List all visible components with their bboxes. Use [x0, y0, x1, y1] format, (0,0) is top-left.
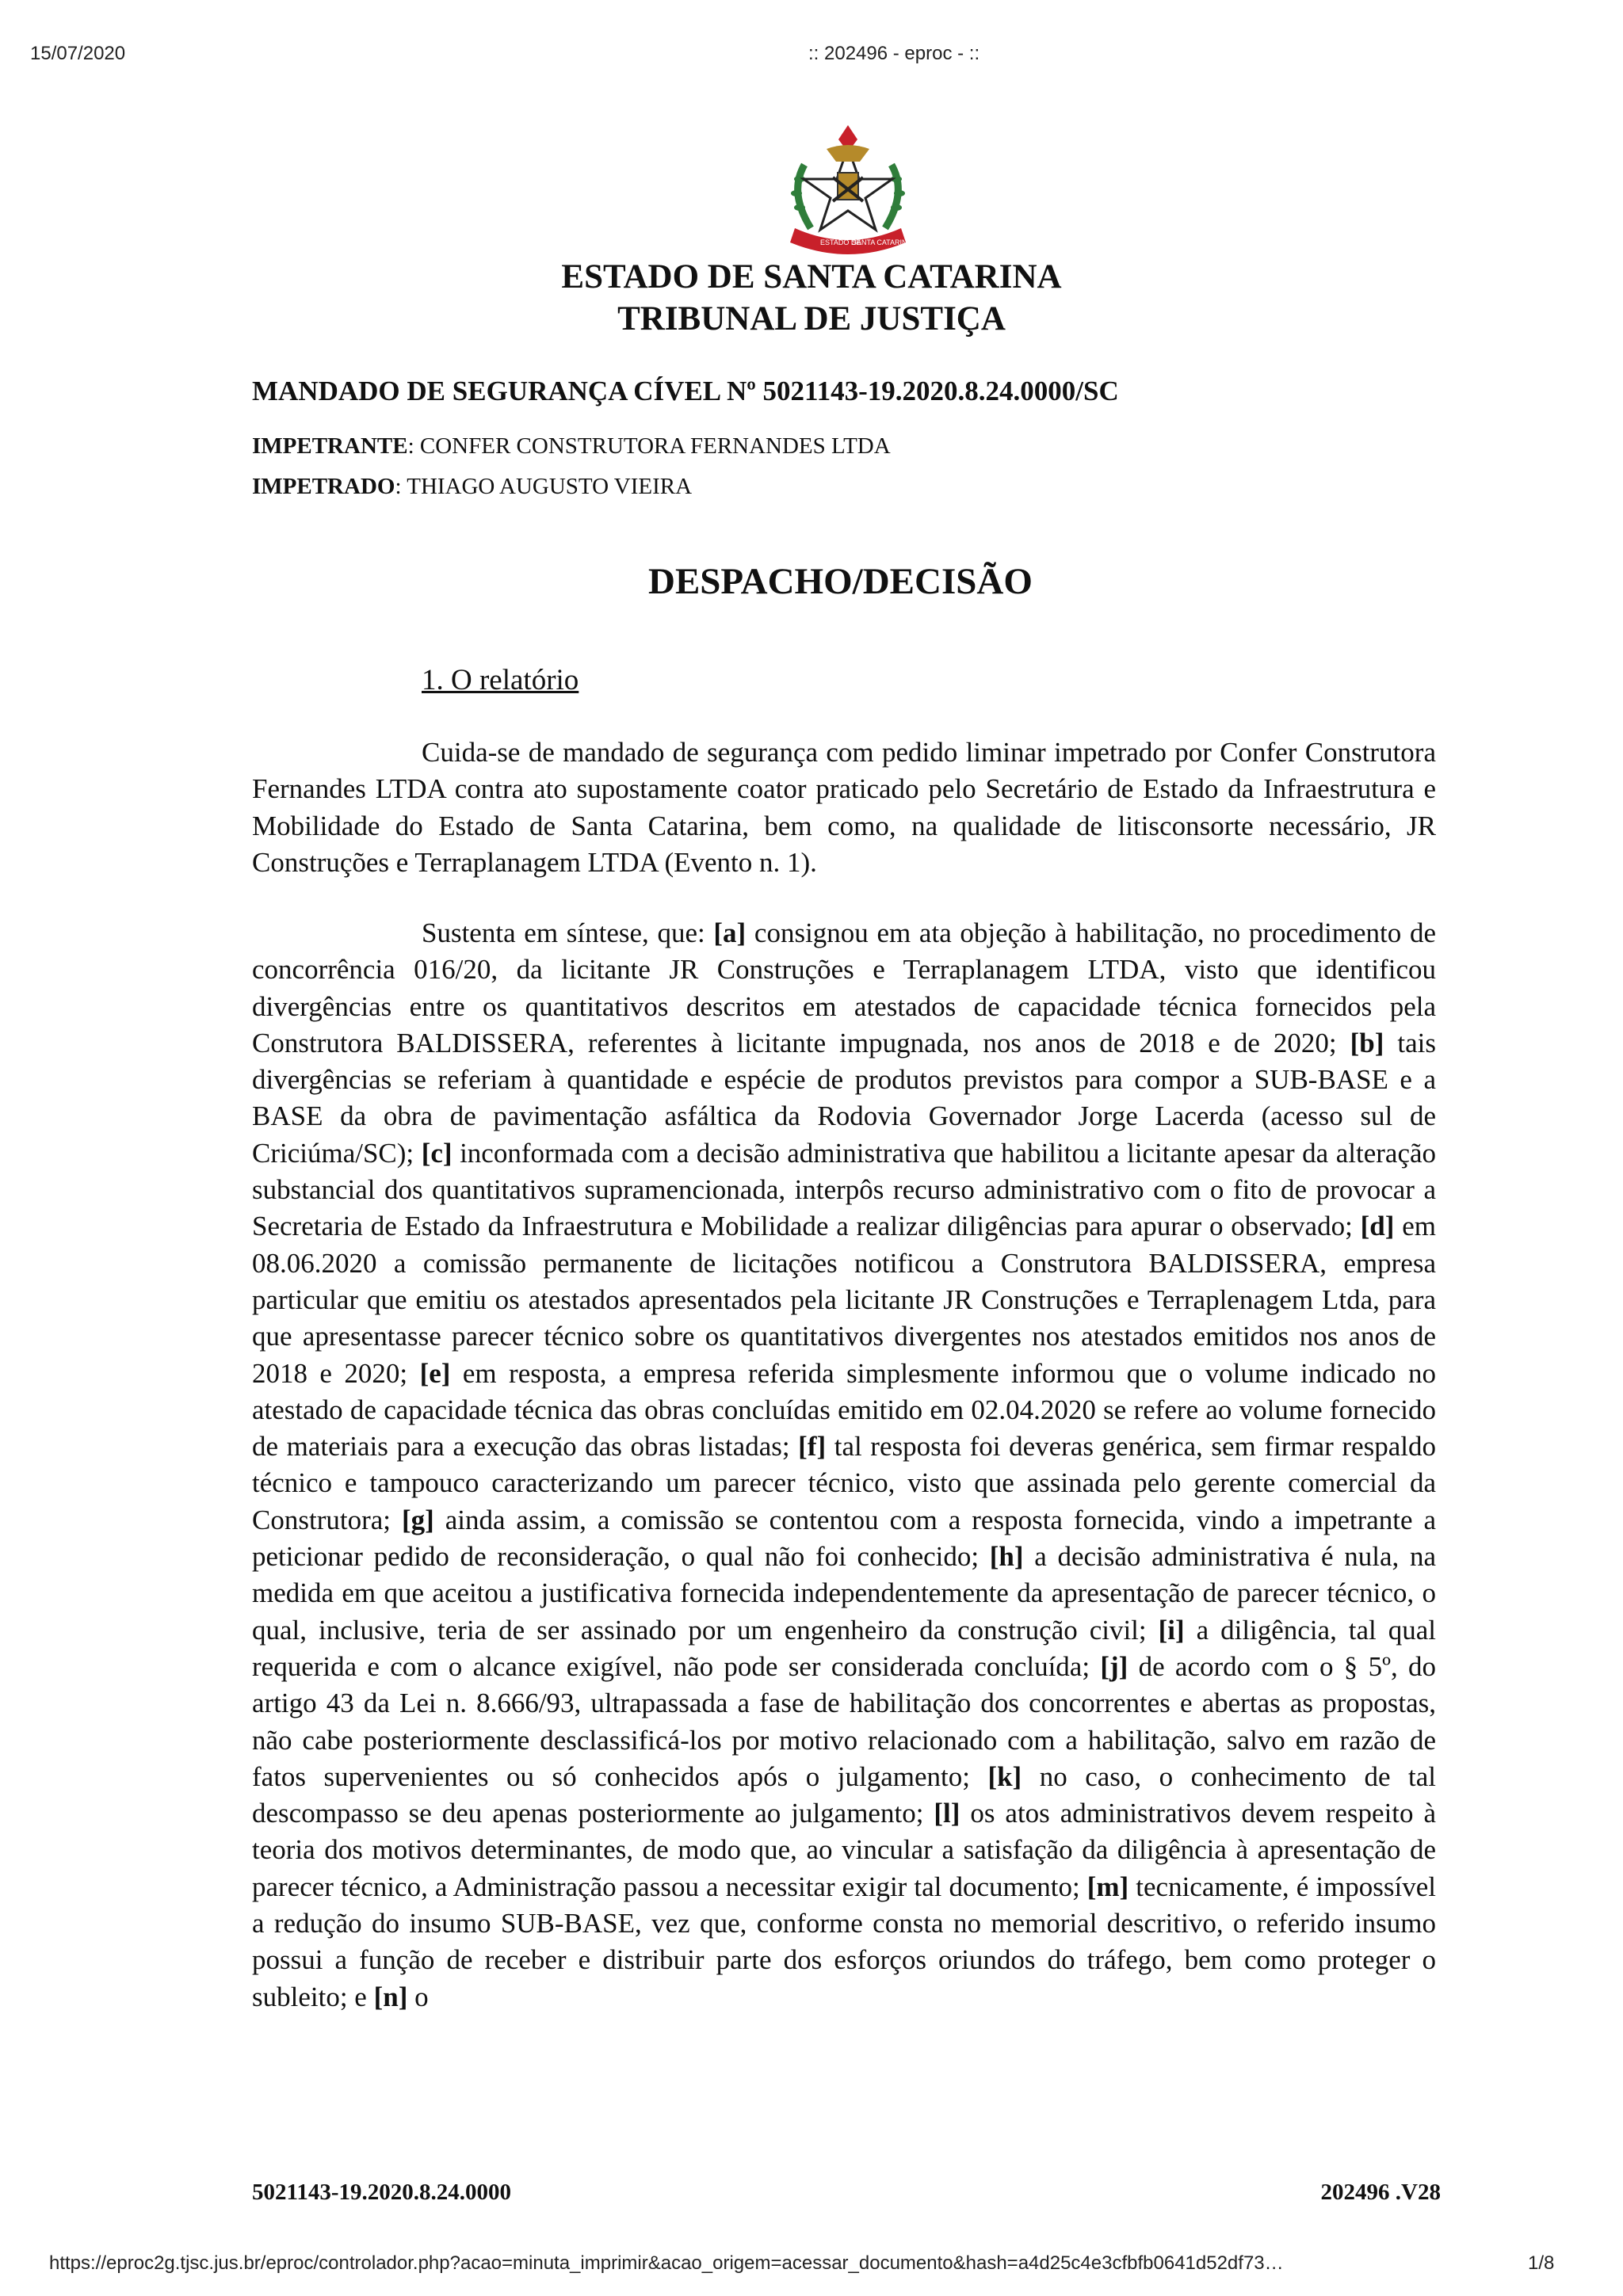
print-page-number: 1/8 — [1528, 2252, 1555, 2274]
print-page-title: :: 202496 - eproc - :: — [808, 43, 980, 64]
paragraph-text: tecnicamente, é impossível a redução do insumo SUB-BASE, vez que, conforme consta no memorial descritivo, o referido insumo possui a função de receber e distribuir parte dos esforços oriundos do tráfego, bem como proteger o subleito; e — [252, 1871, 1436, 2012]
item-marker: [f] — [798, 1431, 827, 1463]
court-title: TRIBUNAL DE JUSTIÇA — [617, 300, 1006, 338]
paragraph-text: tais divergências se referiam à quantidade e espécie de produtos previstos para compor a SUB-BASE e a BASE da obra de pavimentação asfáltica da Rodovia Governador Jorge Lacerda (acesso sul de Criciúma/SC); — [252, 1027, 1437, 1169]
state-title: ESTADO DE SANTA CATARINA — [561, 258, 1062, 296]
item-marker: [d] — [1360, 1211, 1395, 1242]
crest-ribbon-left-text: ESTADO DE — [820, 238, 861, 246]
paragraph-1: Cuida-se de mandado de segurança com pedido liminar impetrado por Confer Construtora Fernandes LTDA contra ato supostamente coator praticado pelo Secretário de Estado da Infraestrutura e Mobilidade do Estado de Santa Catarina, bem como, na qualidade de litisconsorte necessário, JR Construções e Terraplanagem LTDA (Evento n. 1). — [252, 737, 1436, 878]
state-coat-of-arms — [781, 117, 915, 257]
paragraph-text: tal resposta foi deveras genérica, sem firmar respaldo técnico e tampouco caracterizando um parecer técnico, visto que assinada pelo gerente comercial da Construtora; — [252, 1431, 1436, 1535]
paragraph-text: em resposta, a empresa referida simplesmente informou que o volume indicado no atestado de capacidade técnica das obras concluídas emitido em 02.04.2020 se refere ao volume fornecido de materiais para a execução das obras listadas; — [252, 1357, 1436, 1463]
item-marker: [h] — [989, 1541, 1024, 1573]
item-marker: [c] — [421, 1137, 453, 1169]
item-marker: [n] — [373, 1981, 408, 2012]
item-marker: [g] — [401, 1504, 434, 1535]
item-marker: [j] — [1100, 1650, 1128, 1682]
impetrante-label: IMPETRANTE — [252, 433, 408, 459]
footer-doc-code: 202496 .V28 — [1320, 2180, 1441, 2205]
impetrante-line — [252, 433, 891, 460]
item-marker: [k] — [987, 1760, 1022, 1792]
paragraph-text: em 08.06.2020 a comissão permanente de licitações notificou a Construtora BALDISSERA, empresa particular que emitiu os atestados apresentados pela licitante JR Construções e Terraplenagem Ltda, para que apresentasse parecer técnico sobre os quantitativos divergentes nos atestados emitidos nos anos de 2018 e 2020; — [252, 1211, 1436, 1389]
paragraph-text: inconformada com a decisão administrativa que habilitou a licitante apesar da alteração substancial dos quantitativos supramencionada, interpôs recurso administrativo com o fito de provocar a Secretaria de Estado da Infraestrutura e Mobilidade a realizar diligências para apurar o observado; — [252, 1137, 1437, 1242]
paragraph-text: os atos administrativos devem respeito à teoria dos motivos determinantes, de modo que, ao vincular a satisfação da diligência à apresentação de parecer técnico, a Administração passou a necessitar exigir tal documento; — [252, 1798, 1436, 1902]
paragraph-text: ainda assim, a comissão se contentou com a resposta fornecida, vindo a impetrante a peticionar pedido de reconsideração, o qual não foi conhecido; — [252, 1504, 1437, 1573]
item-marker: [b] — [1350, 1027, 1384, 1058]
paragraph-text: a diligência, tal qual requerida e com o alcance exigível, não pode ser considerada concluída; — [252, 1614, 1436, 1682]
footer-process-number: 5021143-19.2020.8.24.0000 — [252, 2180, 512, 2205]
impetrado-value: : THIAGO AUGUSTO VIEIRA — [395, 474, 693, 499]
item-marker: [a] — [713, 917, 747, 948]
impetrado-label: IMPETRADO — [252, 474, 395, 499]
paragraph-text: a decisão administrativa é nula, na medida em que aceitou a justificativa fornecida independentemente da apresentação de parecer técnico, o qual, inclusive, teria de ser assinado por um engenheiro da construção civil; — [252, 1541, 1436, 1646]
item-marker: [m] — [1086, 1871, 1129, 1902]
item-marker: [i] — [1158, 1614, 1185, 1646]
case-title: MANDADO DE SEGURANÇA CÍVEL Nº 5021143-19.2020.8.24.0000/SC — [252, 376, 1119, 406]
paragraph-text: consignou em ata objeção à habilitação, no procedimento de concorrência 016/20, da licitante JR Construções e Terraplanagem LTDA, visto que identificou divergências entre os quantitativos descritos em atestados de capacidade técnica fornecidos pela Construtora BALDISSERA, referentes à licitante impugnada, nos anos de 2018 e de 2020; — [252, 917, 1436, 1058]
print-date: 15/07/2020 — [30, 43, 126, 64]
paragraph-text: de acordo com o § 5º, do artigo 43 da Lei n. 8.666/93, ultrapassada a fase de habilitação dos concorrentes e abertas as propostas, não cabe posteriormente desclassificá-los por motivo relacionado com a habilitação, salvo em razão de fatos supervenientes ou só conhecidos após o julgamento; — [252, 1650, 1436, 1792]
paragraph-text: Sustenta em síntese, que: — [422, 917, 714, 948]
item-marker: [l] — [934, 1798, 960, 1829]
crest-ribbon-right-text: SANTA CATARINA — [852, 238, 912, 246]
paragraph-2 — [252, 915, 1436, 2016]
document-heading: DESPACHO/DECISÃO — [648, 561, 1033, 602]
paragraph-text: no caso, o conhecimento de tal descompasso se deu apenas posteriormente ao julgamento; — [252, 1760, 1436, 1829]
item-marker: [e] — [419, 1357, 451, 1389]
impetrado-line — [252, 474, 692, 500]
section-heading-relatorio: 1. O relatório — [422, 664, 579, 696]
impetrante-value: : CONFER CONSTRUTORA FERNANDES LTDA — [407, 433, 891, 459]
paragraph-text: o — [407, 1981, 429, 2012]
print-url: https://eproc2g.tjsc.jus.br/eproc/controlador.php?acao=minuta_imprimir&acao_origem=acessar_documento&hash=a4d25c4e3cfbfb0641d52df73… — [49, 2252, 1284, 2274]
